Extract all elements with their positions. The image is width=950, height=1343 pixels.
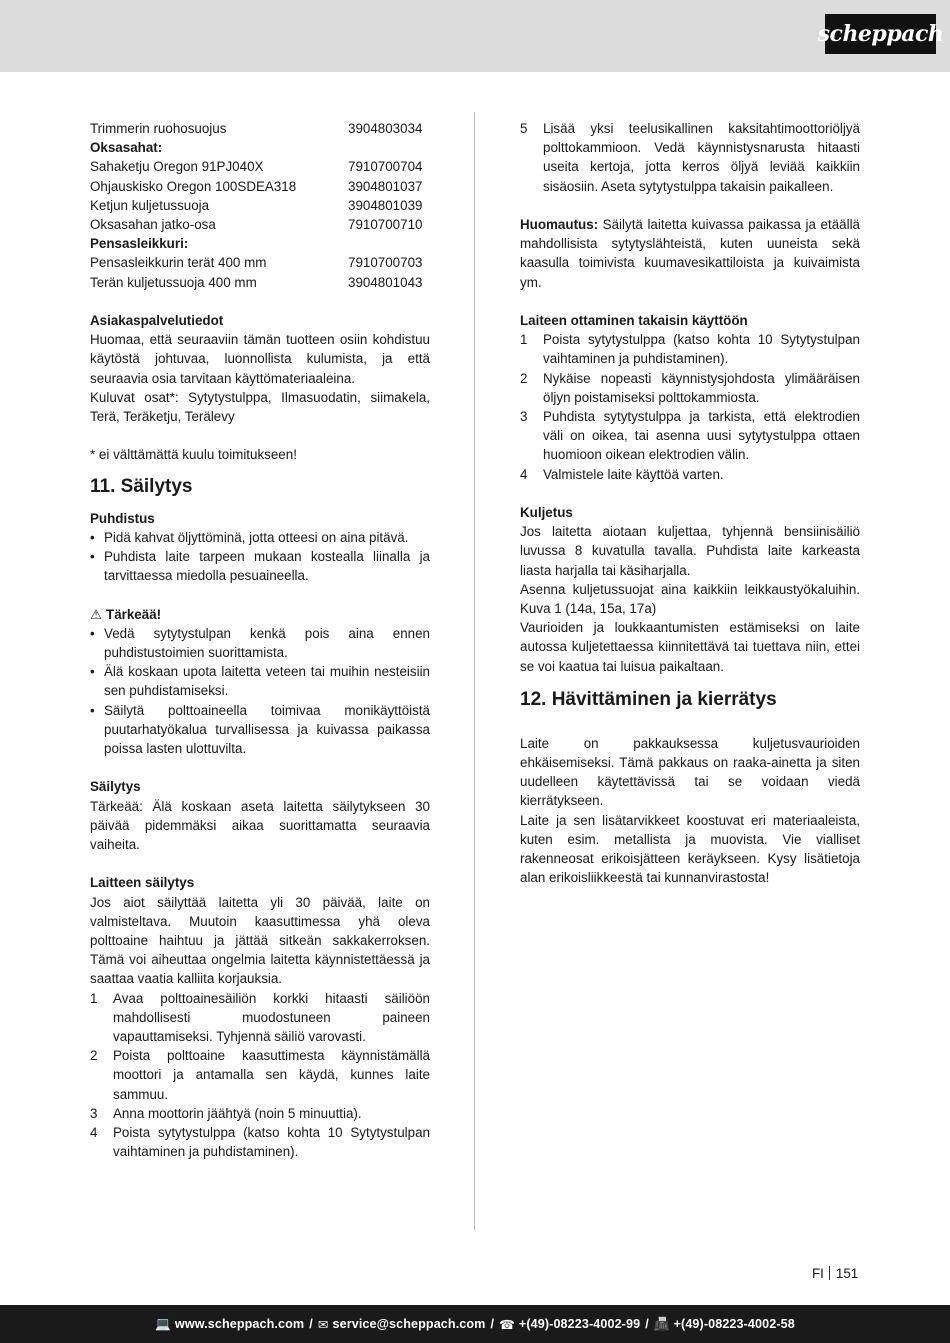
disposal-paragraph: Laite ja sen lisätarvikkeet koostuvat eri materiaaleista, kuten esim. metallista ja muovista. Vie vialliset rakenneosat erikoisjätteen keräykseen. Kysy lisätietoja alan erikoisliikkeestä tai kunnanvirastosta! [520, 812, 860, 886]
part-number [348, 138, 430, 157]
list-item: • Älä koskaan upota laitetta veteen tai muihin nesteisiin sen puhdistamiseksi. [90, 662, 430, 700]
list-item: 3 Anna moottorin jäähtyä (noin 5 minuuttia). [90, 1105, 362, 1121]
part-name: Ohjauskisko Oregon 100SDEA318 [90, 178, 297, 194]
right-column [520, 119, 860, 887]
footer-website-link[interactable]: www.scheppach.com [174, 1317, 305, 1331]
table-row [90, 119, 430, 138]
list-item: 1 Avaa polttoainesäiliön korkki hitaasti säiliöön mahdollisesti muodostuneen paineen vapauttamiseksi. Tyhjennä säiliö varovasti. [90, 990, 430, 1045]
part-number: 3904803034 [348, 121, 423, 136]
list-item: • Vedä sytytystulpan kenkä pois aina ennen puhdistustoimien suorittamista. [90, 624, 430, 662]
part-number: 7910700710 [348, 217, 423, 233]
section-12-heading: 12. Hävittäminen ja kierrätys [520, 688, 777, 710]
transport-heading: Kuljetus [520, 505, 573, 521]
page-number [812, 1264, 858, 1283]
footer-separator: / [309, 1317, 313, 1331]
important-heading: Tärkeää! [106, 606, 162, 622]
table-row [90, 196, 430, 215]
spare-parts-table [90, 119, 430, 292]
list-item: • Säilytä polttoaineella toimivaa monikäyttöistä puutarhatyökalua turvallisessa ja kuivassa paikassa poissa lasten ulottuvilta. [90, 701, 430, 759]
footer-email-link[interactable]: service@scheppach.com [332, 1317, 486, 1331]
storage-text: Tärkeää: Älä koskaan aseta laitetta säilytykseen 30 päivää pidemmäksi aikaa suorittamatta seuraavia vaiheita. [90, 798, 430, 853]
fax-icon: 📠 [653, 1316, 670, 1331]
table-row [90, 157, 430, 176]
footnote: * ei välttämättä kuulu toimitukseen! [90, 447, 297, 463]
part-name: Oksasahan jatko-osa [90, 217, 216, 233]
list-item: 2 Nykäise nopeasti käynnistysjohdosta ylimääräisen öljyn poistamiseksi polttokammiosta. [520, 370, 860, 405]
wear-parts-text: Kuluvat osat*: Sytytystulppa, Ilmasuodatin, siimakela, Terä, Teräketju, Terälevy [90, 389, 430, 425]
table-row [90, 273, 430, 292]
important-heading-row [90, 605, 430, 624]
service-heading: Asiakaspalvelutiedot [90, 313, 224, 329]
page-language: FI [812, 1266, 824, 1281]
important-list [90, 624, 430, 758]
storage-heading: Säilytys [90, 779, 141, 795]
part-name: Pensasleikkurin terät 400 mm [90, 255, 267, 271]
list-item: 5 Lisää yksi teelusikallinen kaksitahtimoottoriöljyä polttokammioon. Vedä käynnistysnarusta hitaasti useita kertoja, jotta kerros öljyä leviää kaikkiin sisäosiin. Aseta sytytystulppa takaisin paikalleen. [520, 121, 860, 194]
part-name: Oksasahat: [90, 140, 163, 156]
list-item: 4 Poista sytytystulppa (katso kohta 10 Sytytystulpan vaihtaminen ja puhdistaminen). [90, 1125, 430, 1160]
storage-steps [90, 989, 430, 1162]
list-item: • Puhdista laite tarpeen mukaan kostealla liinalla ja tarvittaessa miedolla pesuaineella. [90, 547, 430, 585]
footer-separator: / [645, 1317, 649, 1331]
note-text: Säilytä laitetta kuivassa paikassa ja etäällä mahdollisista sytytyslähteistä, kuten uuneista sekä kaasulla toimivista kuumavesikattiloista ja kuivaimista ym. [520, 217, 860, 290]
computer-icon: 💻 [155, 1316, 171, 1331]
part-number: 3904801043 [348, 274, 423, 290]
table-row [90, 177, 430, 196]
footer-separator: / [490, 1317, 495, 1331]
phone-icon: ☎ [499, 1317, 515, 1332]
list-item: • Pidä kahvat öljyttöminä, jotta otteesi on aina pitävä. [90, 528, 430, 547]
parts-group-heading [90, 138, 430, 157]
page-number-divider [829, 1266, 830, 1280]
part-number: 3904801039 [348, 197, 423, 213]
envelope-icon: ✉ [317, 1317, 329, 1332]
part-number: 3904801037 [348, 178, 423, 194]
page-number-value: 151 [835, 1266, 859, 1281]
transport-paragraph: Vaurioiden ja loukkaantumisten estämiseksi on laite autossa kuljetettaessa kiinnitettävä tai tuettava niin, ettei se voi kaatua tai luisua paikaltaan. [520, 620, 860, 674]
service-text: Huomaa, että seuraaviin tämän tuotteen osiin kohdistuu käytöstä johtuvaa, luonnollista kulumista, ja että seuraavia osia tarvitaan käyttömateriaaleina. [90, 332, 430, 386]
part-number: 7910700704 [348, 159, 423, 175]
transport-paragraph: Asenna kuljetussuojat aina kaikkiin leikkaustyökaluihin. Kuva 1 (14a, 15a, 17a) [520, 581, 860, 617]
left-column [90, 119, 430, 1161]
section-11-heading: 11. Säilytys [90, 475, 193, 497]
part-name: Trimmerin ruohosuojus [90, 121, 227, 136]
list-item: 4 Valmistele laite käyttöä varten. [520, 466, 724, 482]
device-storage-text: Jos aiot säilyttää laitetta yli 30 päivää, laite on valmisteltava. Muutoin kaasuttimessa yhä oleva polttoaine haihtuu ja jättää sitkeän sakkakerroksen. Tämä voi aiheuttaa ongelmia laitetta käynnistettäessä ja saattaa vaatia kalliita korjauksia. [90, 894, 430, 987]
part-name: Ketjun kuljetussuoja [90, 197, 210, 213]
note-label: Huomautus: [520, 217, 599, 232]
warning-triangle-icon: ⚠ [90, 606, 103, 622]
list-item: 2 Poista polttoaine kaasuttimesta käynnistämällä moottori ja antamalla sen käydä, kunnes laite sammuu. [90, 1048, 430, 1102]
part-number: 7910700703 [348, 255, 423, 271]
column-divider [474, 112, 475, 1230]
page-header [0, 0, 950, 72]
parts-group-heading [90, 234, 430, 253]
list-item: 3 Puhdista sytytystulppa ja tarkista, että elektrodien väli on oikea, tai asenna uusi sytytystulppa ottaen huomioon oikean elektrodien välin. [520, 409, 860, 463]
part-name: Terän kuljetussuoja 400 mm [90, 274, 257, 290]
reuse-steps [520, 330, 860, 484]
device-storage-heading: Laitteen säilytys [90, 875, 195, 891]
brand-logo: scheppach [825, 14, 936, 54]
footer-fax: +(49)-08223-4002-58 [673, 1317, 795, 1331]
note-paragraph [520, 215, 860, 292]
cleaning-heading: Puhdistus [90, 510, 155, 526]
part-number [348, 234, 430, 253]
part-name: Sahaketju Oregon 91PJ040X [90, 159, 264, 175]
page-footer [0, 1305, 950, 1343]
cleaning-list [90, 528, 430, 586]
disposal-paragraph: Laite on pakkauksessa kuljetusvaurioiden ehkäisemiseksi. Tämä pakkaus on raaka-ainetta ja siten uudelleen käytettävissä tai se voidaan viedä kierrätykseen. [520, 735, 860, 809]
transport-paragraph: Jos laitetta aiotaan kuljettaa, tyhjennä bensiinisäiliö luvussa 8 kuvatulla tavalla. Puhdista laite karkeasta liasta harjalla tai käsiharjalla. [520, 524, 860, 578]
table-row [90, 253, 430, 272]
reuse-heading: Laiteen ottaminen takaisin käyttöön [520, 313, 748, 328]
list-item: 1 Poista sytytystulppa (katso kohta 10 Sytytystulpan vaihtaminen ja puhdistaminen). [520, 332, 860, 367]
part-name: Pensasleikkuri: [90, 236, 189, 252]
footer-phone: +(49)-08223-4002-99 [518, 1317, 641, 1331]
table-row [90, 215, 430, 234]
